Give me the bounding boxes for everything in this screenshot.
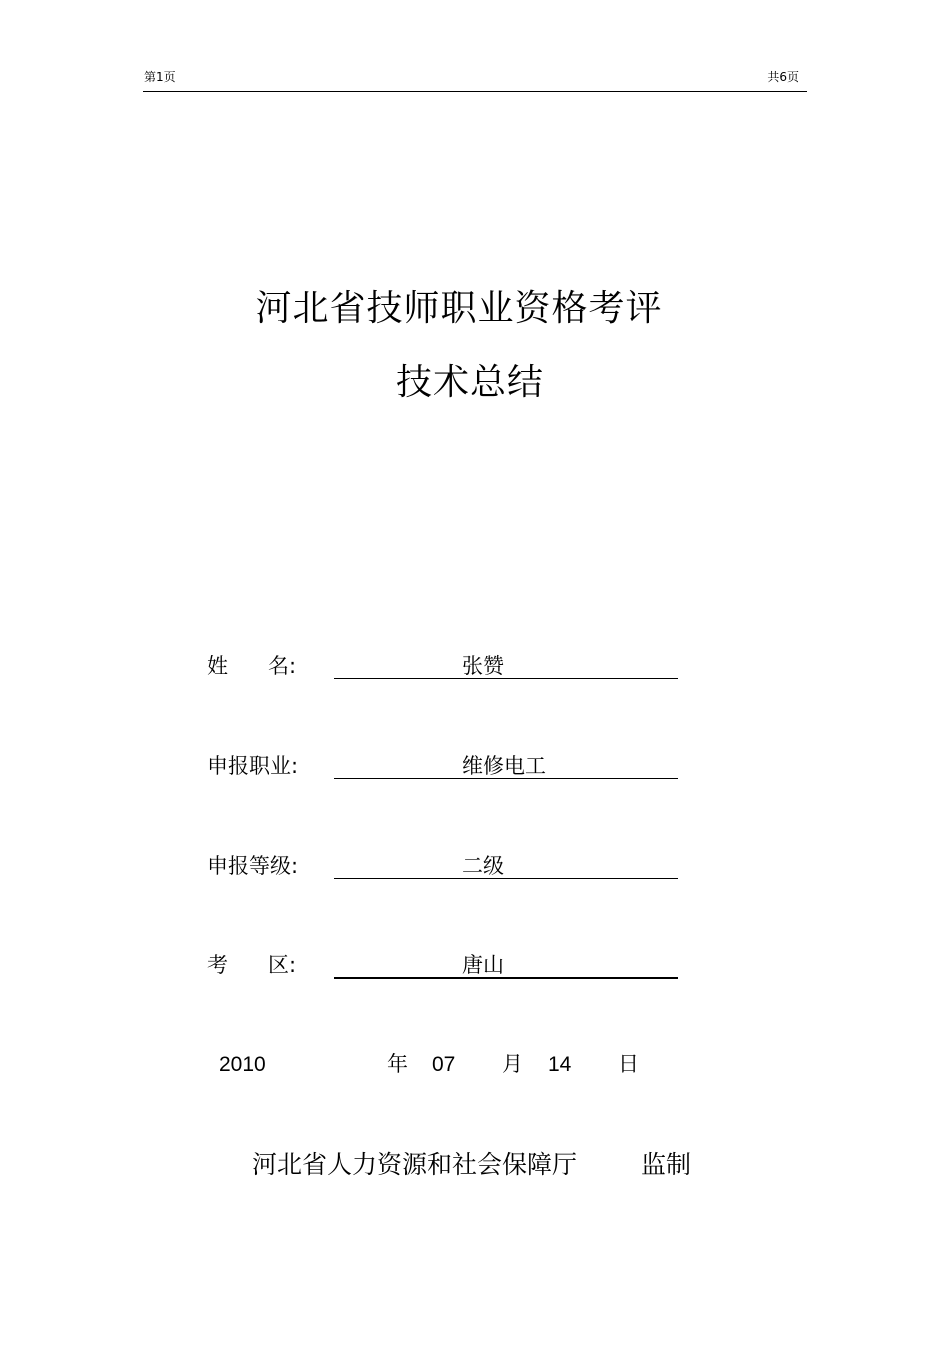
issuing-organization: 河北省人力资源和社会保障厅 bbox=[252, 1150, 578, 1179]
form-row-level bbox=[207, 851, 687, 881]
page-number: 第1页 bbox=[144, 70, 176, 84]
occupation-value: 维修电工 bbox=[462, 754, 546, 778]
level-value: 二级 bbox=[462, 854, 504, 878]
area-label: 考 区: bbox=[207, 953, 297, 977]
total-pages: 共6页 bbox=[767, 70, 799, 84]
date-day: 14 bbox=[548, 1053, 572, 1076]
form-row-area bbox=[207, 950, 687, 980]
date-year: 2010 bbox=[219, 1053, 266, 1076]
page-header bbox=[143, 70, 807, 92]
area-underline bbox=[334, 977, 678, 979]
document-title: 河北省技师职业资格考评 bbox=[255, 288, 663, 329]
name-label: 姓 名: bbox=[207, 654, 297, 678]
level-underline bbox=[334, 878, 678, 879]
area-value: 唐山 bbox=[462, 953, 504, 977]
document-subtitle: 技术总结 bbox=[395, 362, 544, 403]
form-row-name bbox=[207, 651, 687, 681]
date-month: 07 bbox=[432, 1053, 456, 1076]
supervision-label: 监制 bbox=[641, 1150, 692, 1179]
name-value: 张赞 bbox=[462, 654, 504, 678]
date-month-unit: 月 bbox=[502, 1053, 523, 1076]
occupation-label: 申报职业: bbox=[207, 754, 299, 778]
level-label: 申报等级: bbox=[207, 854, 299, 878]
form-row-occupation bbox=[207, 751, 687, 781]
name-underline bbox=[334, 678, 678, 679]
date-year-unit: 年 bbox=[387, 1053, 408, 1076]
date-day-unit: 日 bbox=[618, 1053, 639, 1076]
